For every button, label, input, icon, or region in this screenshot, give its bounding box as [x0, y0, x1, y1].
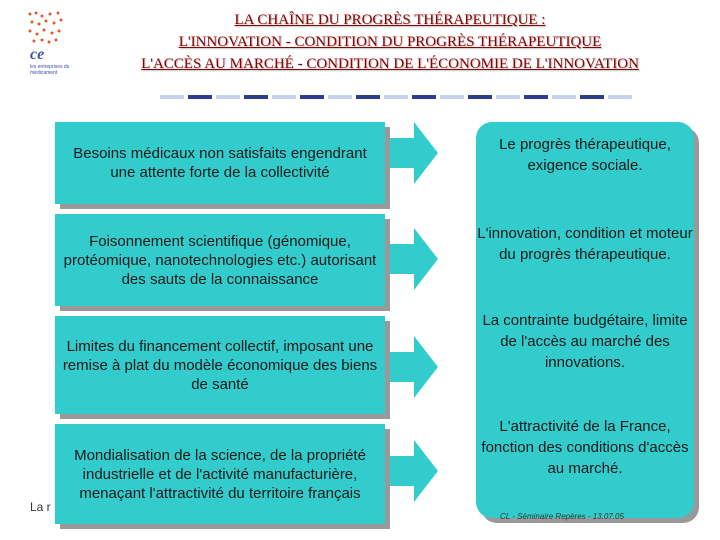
footer-left-text: La r [30, 500, 51, 514]
right-item-2: L'innovation, condition et moteur du progrès thérapeutique. [477, 225, 693, 263]
bar-segment [188, 95, 212, 99]
bar-segment [300, 95, 324, 99]
bar-segment [356, 95, 380, 99]
left-box-2 [55, 214, 385, 306]
arrow-right-icon [390, 440, 438, 502]
right-item-4: L'attractivité de la France, fonction des conditions d'accès au marché. [481, 418, 689, 477]
logo-mark: ce [30, 46, 45, 63]
bar-segment [272, 95, 296, 99]
leem-logo [26, 10, 70, 76]
bar-segment [608, 95, 632, 99]
title-line-2: L'INNOVATION - CONDITION DU PROGRÈS THÉRAPEUTIQUE [178, 34, 602, 50]
bar-segment [216, 95, 240, 99]
bar-segment [468, 95, 492, 99]
logo-pattern-icon [26, 10, 66, 46]
title-line-1: LA CHAÎNE DU PROGRÈS THÉRAPEUTIQUE : [234, 12, 546, 28]
bar-segment [384, 95, 408, 99]
title-line-3: L'ACCÈS AU MARCHÉ - CONDITION DE L'ÉCONOMIE DE L'INNOVATION [141, 56, 639, 72]
left-box-2-text: Foisonnement scientifique (génomique, protéomique, nanotechnologies etc.) autorisant des sauts de la connaissance [63, 232, 377, 288]
bar-segment [440, 95, 464, 99]
right-item-1: Le progrès thérapeutique, exigence sociale. [499, 136, 671, 174]
right-item-3: La contrainte budgétaire, limite de l'accès au marché des innovations. [482, 312, 688, 371]
left-box-4-text: Mondialisation de la science, de la propriété industrielle et de l'activité manufacturière, menaçant l'attractivité du territoire français [74, 446, 366, 502]
bar-segment [524, 95, 548, 99]
bar-segment [244, 95, 268, 99]
logo-tagline: les entreprises du médicament [30, 64, 70, 76]
bar-segment [552, 95, 576, 99]
arrow-right-icon [390, 336, 438, 398]
bar-segment [412, 95, 436, 99]
left-box-3 [55, 316, 385, 414]
bar-segment [496, 95, 520, 99]
left-box-4 [55, 424, 385, 524]
bar-segment [328, 95, 352, 99]
footer-credit: CL - Séminaire Repères - 13.07.05 [500, 512, 624, 521]
arrow-right-icon [390, 122, 438, 184]
bar-segment [580, 95, 604, 99]
left-box-1-text: Besoins médicaux non satisfaits engendrant une attente forte de la collectivité [73, 145, 367, 181]
left-box-1 [55, 122, 385, 204]
bar-segment [160, 95, 184, 99]
left-box-3-text: Limites du financement collectif, imposant une remise à plat du modèle économique des biens de santé [62, 337, 378, 393]
arrow-right-icon [390, 228, 438, 290]
